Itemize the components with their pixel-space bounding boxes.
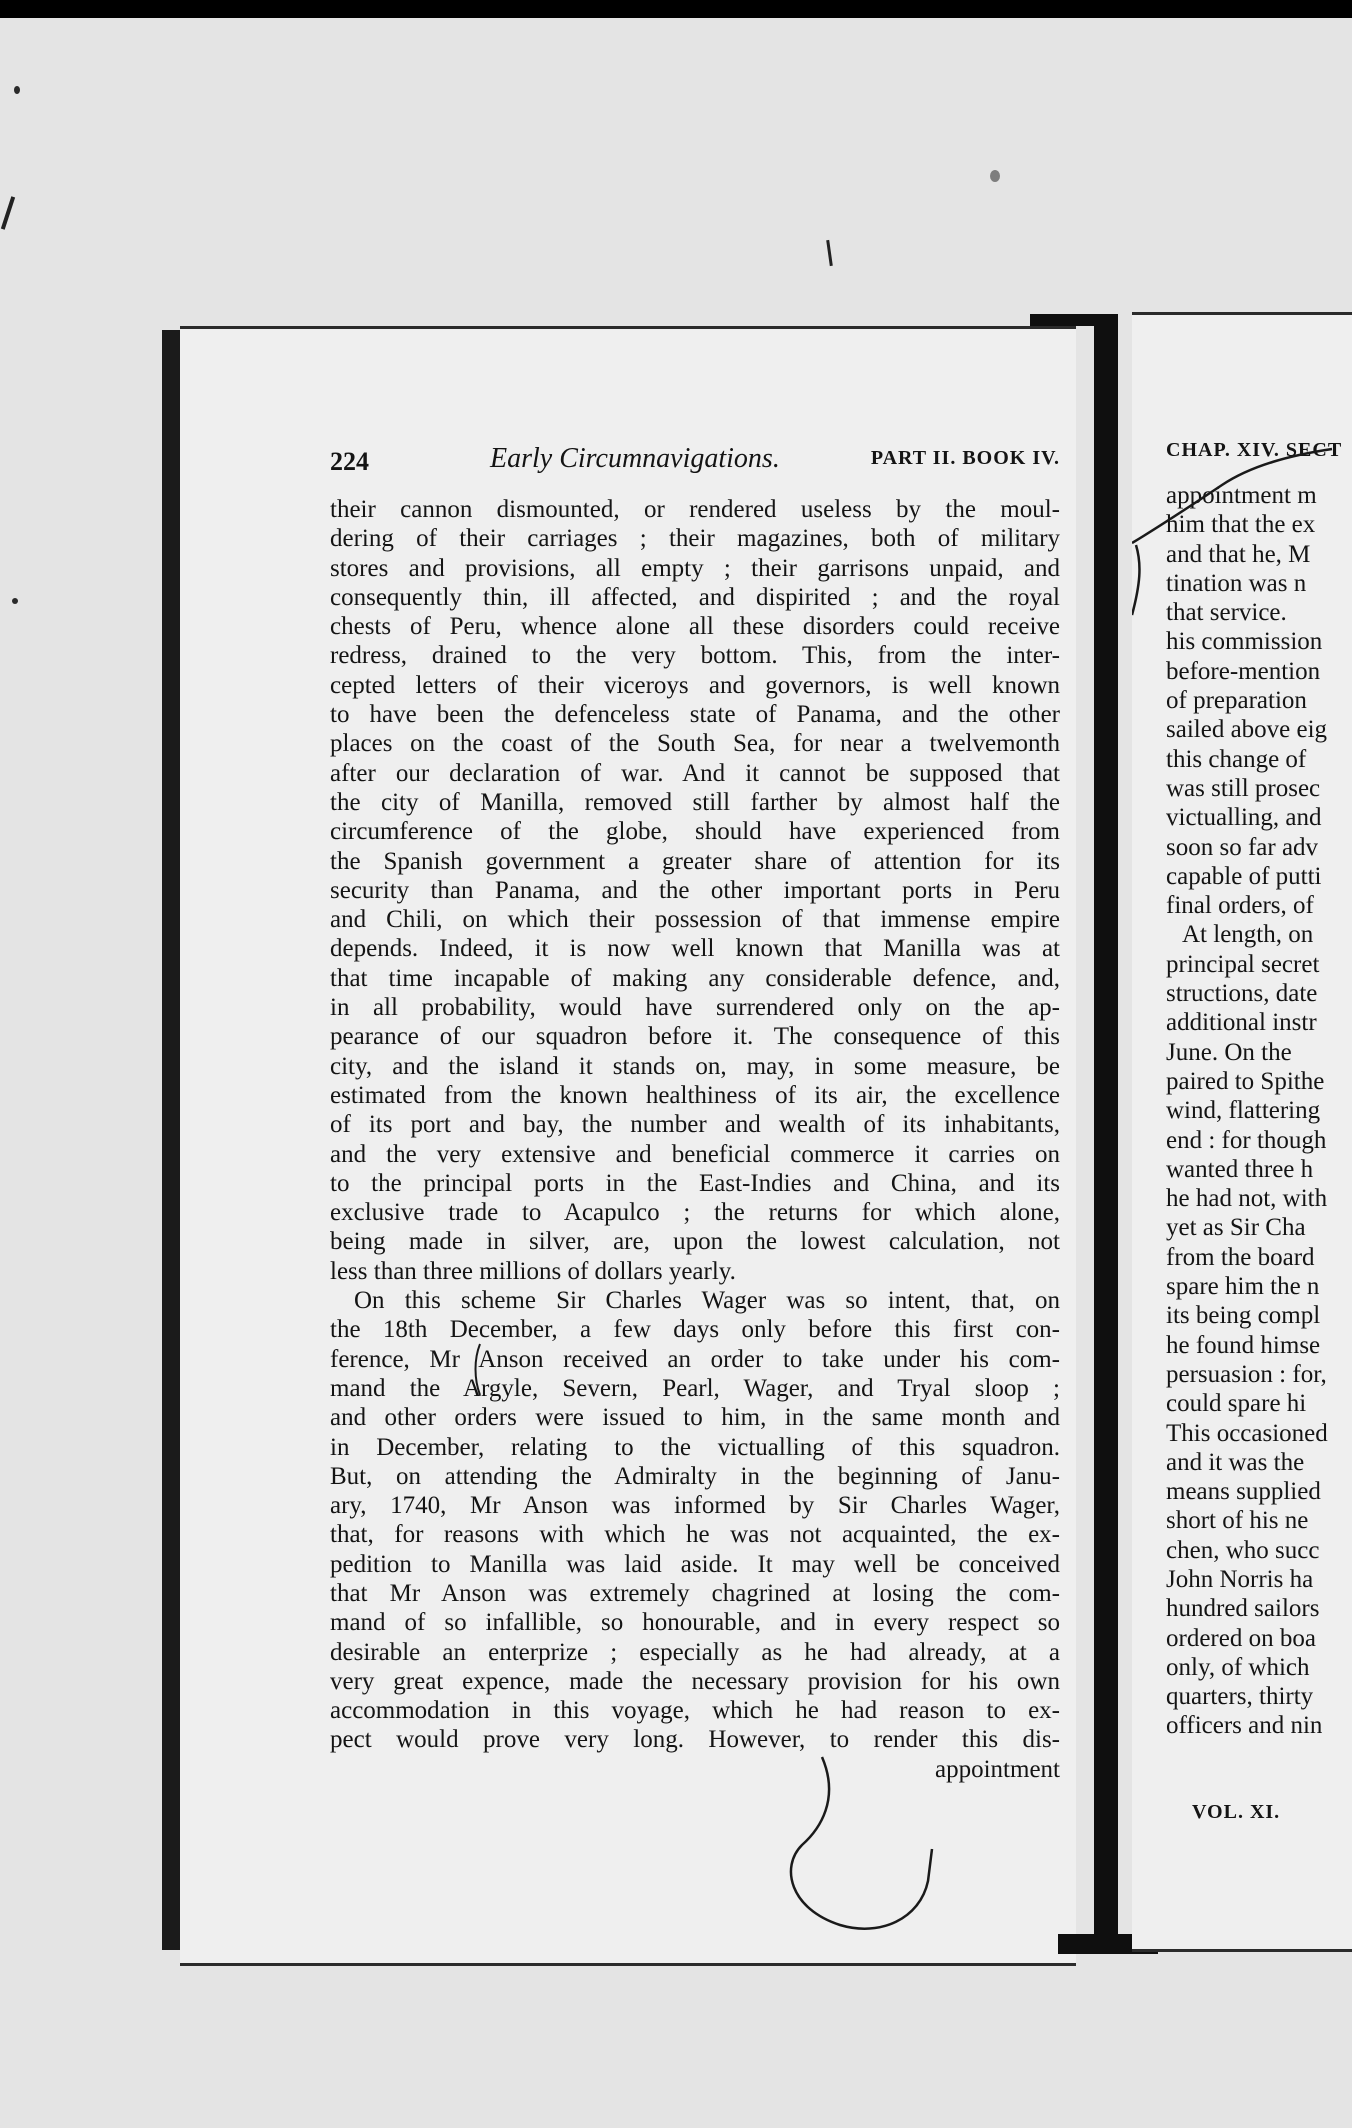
text-line: pearance of our squadron before it. The consequence of this	[330, 1023, 1060, 1051]
text-line: sailed above eig	[1166, 716, 1328, 744]
text-line: stores and provisions, all empty ; their garrisons unpaid, and	[330, 554, 1060, 582]
text-line: chests of Peru, whence alone all these disorders could receive	[330, 613, 1060, 641]
text-line: after our declaration of war. And it cannot be supposed that	[330, 759, 1060, 787]
text-line: and it was the	[1166, 1448, 1305, 1476]
text-line: that time incapable of making any considerable defence, and,	[330, 964, 1060, 992]
text-line: of preparation	[1166, 687, 1307, 715]
text-line: the city of Manilla, removed still farther by almost half the	[330, 788, 1060, 816]
text-line: But, on attending the Admiralty in the beginning of Janu-	[330, 1462, 1060, 1490]
text-line: could spare hi	[1166, 1390, 1307, 1418]
text-line: mand of so infallible, so honourable, and in every respect so	[330, 1609, 1060, 1637]
volume-signature: VOL. XI.	[1192, 1801, 1281, 1823]
text-line: and that he, M	[1166, 540, 1311, 568]
text-line: ary, 1740, Mr Anson was informed by Sir Charles Wager,	[330, 1492, 1060, 1520]
text-line: consequently thin, ill affected, and dispirited ; and the royal	[330, 583, 1060, 611]
scan-mark	[1, 196, 15, 230]
text-line: him that the ex	[1166, 511, 1316, 539]
text-line: only, of which	[1166, 1653, 1310, 1681]
text-line: from the board	[1166, 1243, 1315, 1271]
text-line: June. On the	[1166, 1038, 1292, 1066]
text-line: pedition to Manilla was laid aside. It may well be conceived	[330, 1550, 1060, 1578]
text-line: ference, Mr Anson received an order to take under his com-	[330, 1345, 1060, 1373]
text-line: spare him the n	[1166, 1273, 1320, 1301]
text-line: depends. Indeed, it is now well known that Manilla was at	[330, 935, 1060, 963]
text-line: tination was n	[1166, 569, 1307, 597]
text-line: that service.	[1166, 599, 1287, 627]
dust-speck	[12, 598, 18, 604]
scan-top-border	[0, 0, 1352, 18]
left-book-page	[180, 326, 1076, 1966]
text-line: its being compl	[1166, 1302, 1321, 1330]
text-line: appointment m	[1166, 482, 1317, 509]
text-line: he had not, with	[1166, 1185, 1328, 1213]
text-line: in all probability, would have surrendered only on the ap-	[330, 994, 1060, 1022]
text-line: and the very extensive and beneficial commerce it carries on	[330, 1140, 1060, 1168]
text-line: this change of	[1166, 745, 1307, 773]
text-line: principal secret	[1166, 950, 1320, 978]
text-line: the 18th December, a few days only before this first con-	[330, 1316, 1060, 1344]
text-line: chen, who succ	[1166, 1536, 1320, 1564]
paragraph-start-line: On this scheme Sir Charles Wager was so intent, that, on	[354, 1287, 1060, 1315]
text-line: his commission	[1166, 628, 1323, 656]
text-line: their cannon dismounted, or rendered useless by the moul-	[330, 496, 1060, 523]
running-head	[330, 441, 1060, 481]
text-line: mand the Argyle, Severn, Pearl, Wager, and Tryal sloop ;	[330, 1374, 1060, 1402]
text-line: accommodation in this voyage, which he had reason to ex-	[330, 1697, 1060, 1725]
text-line: places on the coast of the South Sea, for near a twelvemonth	[330, 730, 1060, 758]
text-line: city, and the island it stands on, may, in some measure, be	[330, 1052, 1060, 1080]
text-line: before-mention	[1166, 657, 1321, 685]
text-line: victualling, and	[1166, 804, 1322, 832]
text-line: to the principal ports in the East-Indies and China, and its	[330, 1169, 1060, 1197]
text-line: hundred sailors	[1166, 1595, 1320, 1623]
catchword: appointment	[935, 1755, 1060, 1783]
text-line: dering of their carriages ; their magazines, both of military	[330, 525, 1060, 553]
text-line: the Spanish government a greater share of attention for its	[330, 847, 1060, 875]
text-line: pect would prove very long. However, to render this dis-	[330, 1726, 1060, 1754]
text-line: officers and nin	[1166, 1712, 1323, 1740]
text-line: exclusive trade to Acapulco ; the returns for which alone,	[330, 1199, 1060, 1227]
text-line: that, for reasons with which he was not acquainted, the ex-	[330, 1521, 1060, 1549]
text-line: he found himse	[1166, 1331, 1321, 1359]
running-title: Early Circumnavigations.	[490, 443, 780, 474]
text-line: capable of putti	[1166, 862, 1322, 890]
dust-speck	[990, 170, 1000, 182]
text-line: paired to Spithe	[1166, 1067, 1325, 1095]
text-line: John Norris ha	[1166, 1565, 1314, 1593]
page-number: 224	[330, 447, 369, 476]
text-line: redress, drained to the very bottom. This, from the inter-	[330, 642, 1060, 670]
text-line: wind, flattering	[1166, 1097, 1321, 1125]
text-line: in December, relating to the victualling of this squadron.	[330, 1433, 1060, 1461]
text-line: wanted three h	[1166, 1155, 1314, 1183]
body-text-right	[1166, 481, 1352, 1741]
page-edge-shadow	[162, 330, 180, 1950]
text-line: was still prosec	[1166, 774, 1321, 802]
paragraph-start-line: At length, on	[1182, 921, 1314, 949]
text-line: short of his ne	[1166, 1507, 1309, 1535]
text-line: circumference of the globe, should have experienced from	[330, 818, 1060, 846]
dust-speck	[14, 86, 20, 94]
gutter-binding	[1094, 314, 1118, 1954]
text-line: persuasion : for,	[1166, 1360, 1327, 1388]
text-line: yet as Sir Cha	[1166, 1214, 1306, 1242]
text-line: very great expence, made the necessary provision for his own	[330, 1667, 1060, 1695]
text-line: being made in silver, are, upon the lowest calculation, not	[330, 1228, 1060, 1256]
text-line: security than Panama, and the other important ports in Peru	[330, 876, 1060, 904]
text-line: estimated from the known healthiness of its air, the excellence	[330, 1081, 1060, 1109]
text-line: to have been the defenceless state of Panama, and the other	[330, 701, 1060, 729]
running-head-right: CHAP. XIV. SECT	[1166, 439, 1343, 461]
body-text	[330, 495, 1060, 1784]
text-line: less than three millions of dollars yearly.	[330, 1257, 736, 1285]
text-line: soon so far adv	[1166, 833, 1319, 861]
part-book-label: PART II. BOOK IV.	[870, 447, 1060, 469]
text-line: ordered on boa	[1166, 1624, 1316, 1652]
text-line: cepted letters of their viceroys and governors, is well known	[330, 671, 1060, 699]
text-line: final orders, of	[1166, 892, 1314, 920]
text-line: that Mr Anson was extremely chagrined at losing the com-	[330, 1579, 1060, 1607]
text-line: means supplied	[1166, 1478, 1321, 1506]
text-line: additional instr	[1166, 1009, 1317, 1037]
right-book-page	[1132, 312, 1352, 1952]
text-line: end : for though	[1166, 1126, 1327, 1154]
text-line: structions, date	[1166, 980, 1318, 1008]
scan-mark	[826, 240, 833, 266]
text-line: of its port and bay, the number and wealth of its inhabitants,	[330, 1111, 1060, 1139]
text-line: desirable an enterprize ; especially as he had already, at a	[330, 1638, 1060, 1666]
text-line: quarters, thirty	[1166, 1683, 1314, 1711]
text-line: This occasioned	[1166, 1419, 1328, 1447]
text-line: and Chili, on which their possession of that immense empire	[330, 906, 1060, 934]
text-line: and other orders were issued to him, in the same month and	[330, 1404, 1060, 1432]
